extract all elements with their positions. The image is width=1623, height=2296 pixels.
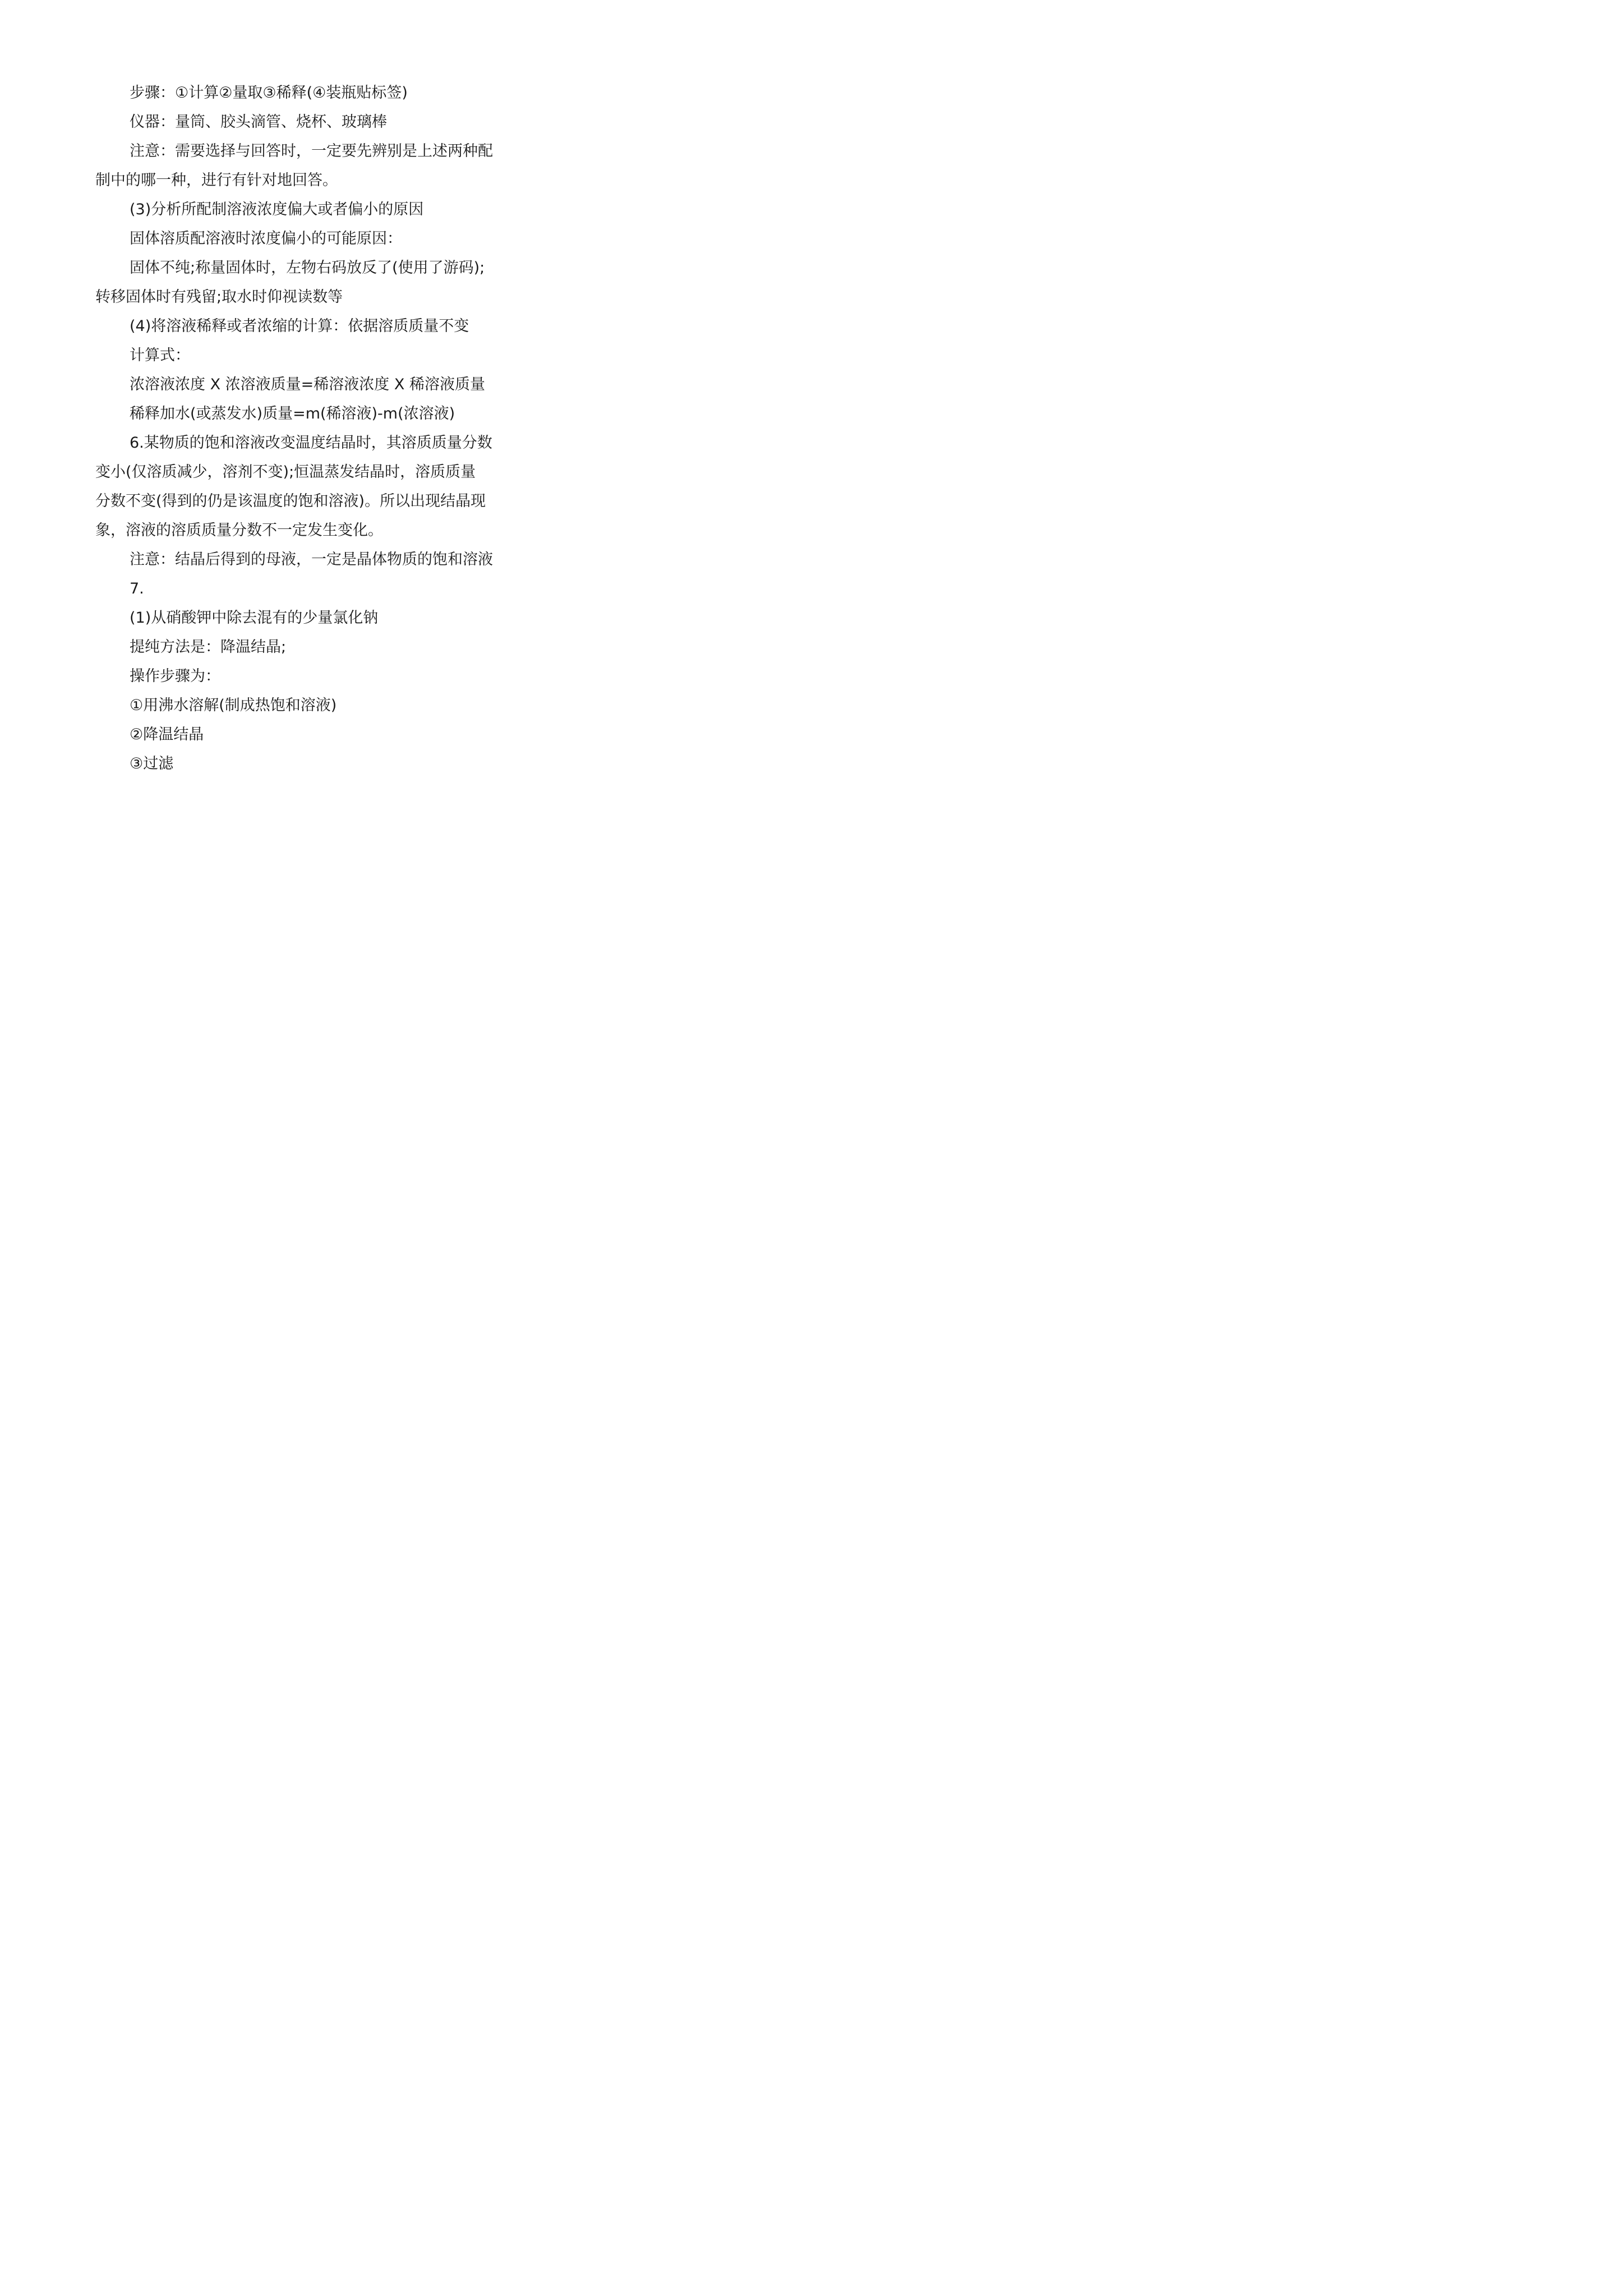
text-line: 步骤：①计算②量取③稀释(④装瓶贴标签) xyxy=(130,84,408,102)
document-page xyxy=(0,0,617,873)
text-line: 操作步骤为： xyxy=(130,668,220,685)
text-line: 转移固体时有残留;取水时仰视读数等 xyxy=(95,288,343,306)
text-line: 固体不纯;称量固体时，左物右码放反了(使用了游码); xyxy=(130,259,485,277)
text-line: 变小(仅溶质减少，溶剂不变);恒温蒸发结晶时，溶质质量 xyxy=(95,463,476,481)
text-line: 6.某物质的饱和溶液改变温度结晶时，其溶质质量分数 xyxy=(130,434,492,452)
text-line: (1)从硝酸钾中除去混有的少量氯化钠 xyxy=(130,609,379,627)
text-line: 计算式： xyxy=(130,347,190,364)
text-line: 注意：结晶后得到的母液，一定是晶体物质的饱和溶液 xyxy=(130,551,493,568)
text-line: 注意：需要选择与回答时，一定要先辨别是上述两种配 xyxy=(130,142,493,160)
text-line: 固体溶质配溶液时浓度偏小的可能原因： xyxy=(130,230,402,247)
text-line: 仪器：量筒、胶头滴管、烧杯、玻璃棒 xyxy=(130,113,387,131)
text-line: 制中的哪一种，进行有针对地回答。 xyxy=(95,172,338,189)
text-line: (4)将溶液稀释或者浓缩的计算：依据溶质质量不变 xyxy=(130,318,469,335)
text-line: 7. xyxy=(130,580,144,597)
text-line: ②降温结晶 xyxy=(130,726,204,743)
text-line: 象，溶液的溶质质量分数不一定发生变化。 xyxy=(95,522,383,539)
text-line: 分数不变(得到的仍是该温度的饱和溶液)。所以出现结晶现 xyxy=(95,493,486,510)
text-line: 稀释加水(或蒸发水)质量=m(稀溶液)-m(浓溶液) xyxy=(130,405,455,422)
text-line: (3)分析所配制溶液浓度偏大或者偏小的原因 xyxy=(130,201,424,218)
text-line: ③过滤 xyxy=(130,755,174,772)
text-line: 提纯方法是：降温结晶; xyxy=(130,638,287,656)
text-line: 浓溶液浓度 X 浓溶液质量=稀溶液浓度 X 稀溶液质量 xyxy=(130,376,485,393)
text-line: ①用沸水溶解(制成热饱和溶液) xyxy=(130,697,337,714)
